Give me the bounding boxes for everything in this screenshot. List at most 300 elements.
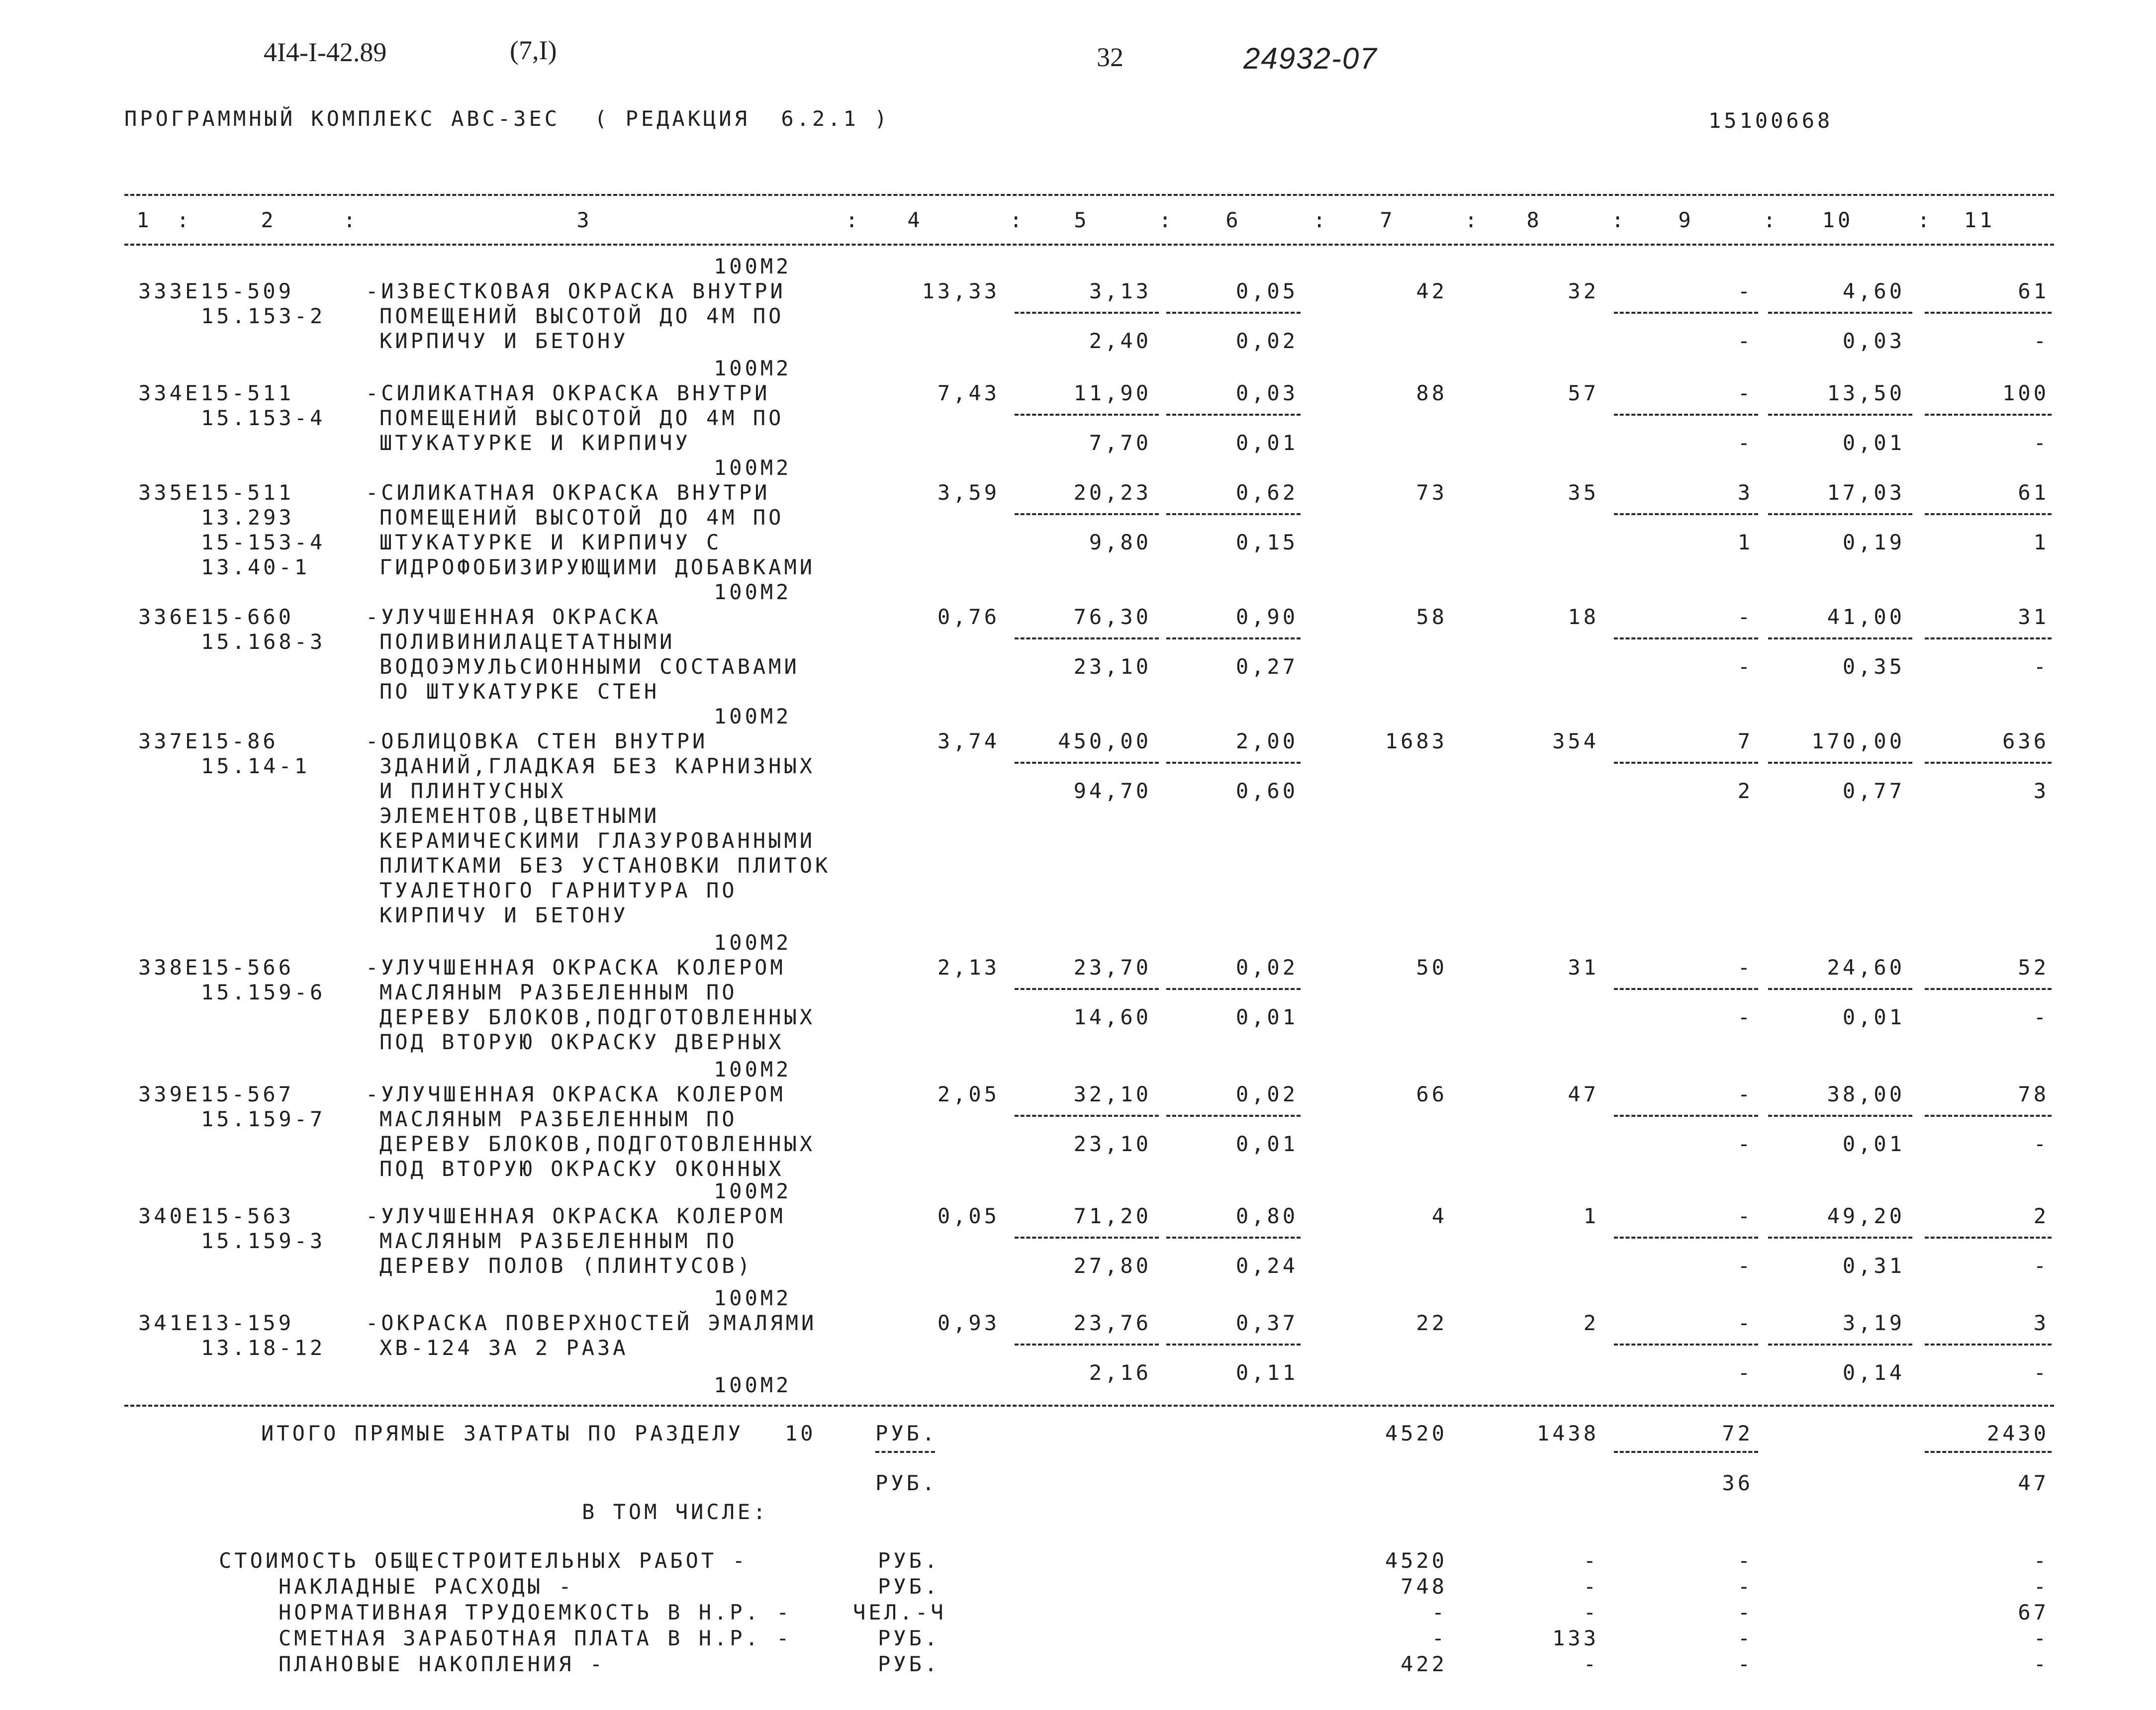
row-labor-total: 78 [2018, 1082, 2049, 1106]
album-number: (7,I) [510, 35, 557, 65]
summary-value-col9: - [1737, 1652, 1753, 1676]
row-rate-code: 15.159-3 [201, 1229, 326, 1253]
row-description-line: МАСЛЯНЫМ РАЗБЕЛЕННЫМ ПО [379, 1107, 738, 1131]
total-labor: 2430 [1986, 1421, 2049, 1445]
row-unit-cost-total: 20,23 [1073, 480, 1151, 505]
column-header-6: 6 [1225, 208, 1241, 232]
row-description-line: ХВ-124 ЗА 2 РАЗА [379, 1336, 629, 1360]
column-separator: : [1763, 208, 1779, 232]
row-rate-code: 15.153-2 [201, 304, 326, 328]
row-labor-total: 3 [2033, 1311, 2049, 1335]
row-rate-code: 15.159-7 [201, 1107, 326, 1131]
row-labor-total: 61 [2018, 279, 2049, 303]
row-split-rule [1614, 1115, 1758, 1117]
row-labor-unit: 38,00 [1827, 1082, 1905, 1106]
row-split-rule [1614, 1237, 1758, 1239]
row-split-rule [1166, 1115, 1301, 1117]
column-header-4: 4 [907, 208, 923, 232]
row-number: 338 [138, 955, 185, 980]
row-description-line: ДЕРЕВУ БЛОКОВ,ПОДГОТОВЛЕННЫХ [379, 1005, 816, 1029]
total-split-rule [1925, 1451, 2052, 1453]
column-header-10: 10 [1822, 208, 1854, 232]
row-machine-total: 7 [1737, 729, 1753, 753]
row-description-line: -УЛУЧШЕННАЯ ОКРАСКА КОЛЕРОМ [366, 1082, 786, 1106]
row-machine-wage-total: - [1737, 1254, 1753, 1278]
row-description-line: -УЛУЧШЕННАЯ ОКРАСКА [366, 605, 661, 629]
row-unit-wage: 9,80 [1089, 530, 1151, 554]
row-split-rule [1925, 1344, 2052, 1346]
row-description-line: ЭЛЕМЕНТОВ,ЦВЕТНЫМИ [379, 804, 660, 828]
row-unit-label: 100М2 [714, 1286, 792, 1310]
summary-unit: РУБ. [878, 1626, 940, 1650]
row-split-rule [1015, 988, 1159, 990]
column-separator: : [845, 208, 861, 232]
row-split-rule [1614, 513, 1758, 515]
row-labor-unit: 3,19 [1842, 1311, 1905, 1335]
row-description-line: ДЕРЕВУ БЛОКОВ,ПОДГОТОВЛЕННЫХ [379, 1132, 816, 1156]
row-number: 334 [138, 381, 185, 405]
row-unit-cost-total: 3,13 [1089, 279, 1151, 303]
column-header-2: 2 [261, 208, 277, 232]
row-description-line: -ОБЛИЦОВКА СТЕН ВНУТРИ [366, 729, 708, 753]
row-unit-wage: 23,10 [1073, 1132, 1151, 1156]
row-labor-machine-total: 3 [2033, 779, 2049, 803]
column-separator: : [1611, 208, 1627, 232]
row-description-line: -ИЗВЕСТКОВАЯ ОКРАСКА ВНУТРИ [366, 279, 786, 303]
row-wages-total: 47 [1568, 1082, 1599, 1106]
summary-value-col9: - [1737, 1626, 1753, 1650]
row-quantity: 2,05 [937, 1082, 1000, 1106]
row-unit-wage: 14,60 [1073, 1005, 1151, 1029]
row-unit-cost-total: 71,20 [1073, 1204, 1151, 1228]
row-quantity: 0,93 [937, 1311, 1000, 1335]
row-split-rule [1925, 1115, 2052, 1117]
row-wages-total: 1 [1583, 1204, 1599, 1228]
row-unit-machine-wage: 0,01 [1235, 431, 1298, 455]
totals-rule [124, 1405, 2054, 1407]
row-labor-total: 31 [2018, 605, 2049, 629]
page-number: 32 [1097, 42, 1124, 72]
program-revision: ( РЕДАКЦИЯ 6.2.1 ) [594, 106, 890, 131]
row-unit-label: 100М2 [714, 1179, 792, 1203]
row-description-line: ПЛИТКАМИ БЕЗ УСТАНОВКИ ПЛИТОК [379, 853, 831, 878]
row-machine-total: - [1737, 1082, 1753, 1106]
summary-value-col9: - [1737, 1574, 1753, 1599]
row-quantity: 3,74 [937, 729, 1000, 753]
column-separator: : [1159, 208, 1175, 232]
column-separator: : [1465, 208, 1481, 232]
row-description-line: ТУАЛЕТНОГО ГАРНИТУРА ПО [379, 878, 738, 902]
row-labor-unit: 49,20 [1827, 1204, 1905, 1228]
row-description-line: ЗДАНИЙ,ГЛАДКАЯ БЕЗ КАРНИЗНЫХ [379, 754, 816, 778]
row-unit-machine-cost: 0,03 [1235, 381, 1298, 405]
row-description-line: -СИЛИКАТНАЯ ОКРАСКА ВНУТРИ [366, 381, 770, 405]
including-label: В ТОМ ЧИСЛЕ: [582, 1500, 769, 1524]
row-number: 339 [138, 1082, 185, 1106]
row-labor-unit: 41,00 [1827, 605, 1905, 629]
row-labor-machine-unit: 0,14 [1842, 1360, 1905, 1385]
summary-value-col7: - [1431, 1600, 1447, 1624]
row-number: 336 [138, 605, 185, 629]
row-split-rule [1614, 312, 1758, 314]
row-labor-machine-unit: 0,01 [1842, 1005, 1905, 1029]
row-split-rule [1166, 513, 1301, 515]
row-labor-machine-unit: 0,35 [1842, 654, 1905, 679]
total-labor-machine: 47 [2018, 1471, 2049, 1495]
row-split-rule [1015, 513, 1159, 515]
row-split-rule [1768, 1237, 1912, 1239]
row-wages-total: 31 [1568, 955, 1599, 980]
column-header-9: 9 [1678, 208, 1694, 232]
total-split-rule [1614, 1451, 1758, 1453]
row-split-rule [1768, 513, 1912, 515]
row-unit-machine-cost: 0,37 [1235, 1311, 1298, 1335]
row-split-rule [1925, 513, 2052, 515]
row-machine-total: - [1737, 381, 1753, 405]
row-total-cost: 1683 [1385, 729, 1447, 753]
row-split-rule [1166, 1344, 1301, 1346]
row-split-rule [1768, 1115, 1912, 1117]
summary-value-col8: - [1583, 1548, 1599, 1573]
row-labor-total: 100 [2002, 381, 2049, 405]
row-split-rule [1166, 637, 1301, 639]
row-description-line: МАСЛЯНЫМ РАЗБЕЛЕННЫМ ПО [379, 980, 738, 1004]
row-number: 335 [138, 480, 185, 505]
row-rate-code: 13.18-12 [201, 1336, 326, 1360]
row-machine-wage-total: - [1737, 329, 1753, 353]
summary-value-col9: - [1737, 1548, 1753, 1573]
row-labor-total: 61 [2018, 480, 2049, 505]
summary-value-col11: - [2033, 1652, 2049, 1676]
row-number: 340 [138, 1204, 185, 1228]
row-description-line: ПОМЕЩЕНИЙ ВЫСОТОЙ ДО 4М ПО [379, 406, 784, 430]
row-total-cost: 58 [1416, 605, 1447, 629]
row-description-line: МАСЛЯНЫМ РАЗБЕЛЕННЫМ ПО [379, 1229, 738, 1253]
row-total-cost: 88 [1416, 381, 1447, 405]
column-separator: : [343, 208, 359, 232]
column-separator: : [177, 208, 192, 232]
row-split-rule [1614, 762, 1758, 764]
summary-value-col11: - [2033, 1626, 2049, 1650]
summary-unit: РУБ. [878, 1548, 940, 1573]
row-machine-wage-total: - [1737, 1360, 1753, 1385]
summary-value-col7: 748 [1401, 1574, 1447, 1599]
row-split-rule [1015, 637, 1159, 639]
summary-unit: ЧЕЛ.-Ч [853, 1600, 946, 1624]
row-unit-cost-total: 76,30 [1073, 605, 1151, 629]
summary-label: ПЛАНОВЫЕ НАКОПЛЕНИЯ - [279, 1652, 606, 1676]
row-machine-total: 3 [1737, 480, 1753, 505]
row-unit-machine-cost: 2,00 [1235, 729, 1298, 753]
total-section-number: 10 [785, 1421, 816, 1445]
total-machine-wage: 36 [1722, 1471, 1753, 1495]
row-unit-label: 100М2 [714, 455, 792, 480]
row-split-rule [1925, 312, 2052, 314]
row-split-rule [1015, 312, 1159, 314]
row-total-cost: 50 [1416, 955, 1447, 980]
row-split-rule [1015, 762, 1159, 764]
archive-number: 24932-07 [1243, 42, 1378, 75]
row-split-rule [1614, 637, 1758, 639]
row-labor-unit: 13,50 [1827, 381, 1905, 405]
row-unit-cost-total: 450,00 [1058, 729, 1151, 753]
row-labor-machine-total: - [2033, 1005, 2049, 1029]
row-labor-machine-total: - [2033, 654, 2049, 679]
row-split-rule [1166, 988, 1301, 990]
row-rate-code: 15.168-3 [201, 630, 326, 654]
row-split-rule [1768, 312, 1912, 314]
row-total-cost: 22 [1416, 1311, 1447, 1335]
row-number: 341 [138, 1311, 185, 1335]
row-unit-machine-wage: 0,11 [1235, 1360, 1298, 1385]
row-description-line: ПОМЕЩЕНИЙ ВЫСОТОЙ ДО 4М ПО [379, 505, 784, 530]
row-unit-wage: 23,10 [1073, 654, 1151, 679]
row-unit-machine-wage: 0,24 [1235, 1254, 1298, 1278]
row-description-line: ШТУКАТУРКЕ И КИРПИЧУ С [379, 530, 722, 554]
row-rate-code: Е15-566 [185, 955, 294, 980]
row-machine-wage-total: 2 [1737, 779, 1753, 803]
row-rate-code: Е15-660 [185, 605, 294, 629]
row-unit-machine-wage: 0,02 [1235, 329, 1298, 353]
row-unit-label: 100М2 [714, 1373, 792, 1397]
total-cost: 4520 [1385, 1421, 1447, 1445]
row-total-cost: 4 [1431, 1204, 1447, 1228]
row-split-rule [1925, 988, 2052, 990]
row-split-rule [1768, 988, 1912, 990]
row-description-line: ГИДРОФОБИЗИРУЮЩИМИ ДОБАВКАМИ [379, 555, 816, 579]
row-quantity: 0,05 [937, 1204, 1000, 1228]
row-rate-code: 13.40-1 [201, 555, 310, 579]
row-unit-cost-total: 11,90 [1073, 381, 1151, 405]
row-number: 333 [138, 279, 185, 303]
total-label: ИТОГО ПРЯМЫЕ ЗАТРАТЫ ПО РАЗДЕЛУ [261, 1421, 744, 1445]
row-labor-unit: 24,60 [1827, 955, 1905, 980]
row-split-rule [1015, 414, 1159, 416]
row-unit-cost-total: 23,70 [1073, 955, 1151, 980]
row-description-line: -СИЛИКАТНАЯ ОКРАСКА ВНУТРИ [366, 480, 770, 505]
row-unit-label: 100М2 [714, 254, 792, 278]
column-separator: : [1010, 208, 1026, 232]
row-description-line: ПОД ВТОРУЮ ОКРАСКУ ОКОННЫХ [379, 1157, 784, 1181]
total-unit-upper: РУБ. [875, 1421, 938, 1445]
row-labor-machine-unit: 0,01 [1842, 1132, 1905, 1156]
row-rate-code: 15.153-4 [201, 406, 326, 430]
row-split-rule [1166, 1237, 1301, 1239]
row-unit-cost-total: 23,76 [1073, 1311, 1151, 1335]
summary-value-col7: 422 [1401, 1652, 1447, 1676]
summary-value-col7: 4520 [1385, 1548, 1447, 1573]
row-description-line: ПО ШТУКАТУРКЕ СТЕН [379, 679, 660, 704]
summary-value-col8: - [1583, 1652, 1599, 1676]
row-labor-machine-total: 1 [2033, 530, 2049, 554]
column-header-7: 7 [1380, 208, 1396, 232]
row-wages-total: 354 [1552, 729, 1599, 753]
row-unit-label: 100М2 [714, 930, 792, 955]
row-total-cost: 73 [1416, 480, 1447, 505]
program-code: 15100668 [1708, 108, 1833, 133]
row-machine-total: - [1737, 955, 1753, 980]
row-unit-label: 100М2 [714, 704, 792, 728]
row-labor-machine-total: - [2033, 329, 2049, 353]
column-separator: : [1313, 208, 1329, 232]
row-machine-total: - [1737, 1311, 1753, 1335]
row-wages-total: 32 [1568, 279, 1599, 303]
row-labor-machine-unit: 0,03 [1842, 329, 1905, 353]
row-machine-wage-total: - [1737, 1132, 1753, 1156]
row-split-rule [1768, 1344, 1912, 1346]
summary-value-col11: - [2033, 1548, 2049, 1573]
row-machine-total: - [1737, 279, 1753, 303]
row-labor-machine-unit: 0,31 [1842, 1254, 1905, 1278]
row-description-line: КИРПИЧУ И БЕТОНУ [379, 903, 629, 927]
row-machine-total: - [1737, 1204, 1753, 1228]
row-labor-machine-total: - [2033, 1360, 2049, 1385]
row-labor-machine-unit: 0,01 [1842, 431, 1905, 455]
row-split-rule [1614, 988, 1758, 990]
summary-unit: РУБ. [878, 1652, 940, 1676]
row-unit-wage: 94,70 [1073, 779, 1151, 803]
row-split-rule [1015, 1115, 1159, 1117]
row-unit-wage: 7,70 [1089, 431, 1151, 455]
row-description-line: ПОЛИВИНИЛАЦЕТАТНЫМИ [379, 630, 675, 654]
row-labor-total: 52 [2018, 955, 2049, 980]
row-description-line: -УЛУЧШЕННАЯ ОКРАСКА КОЛЕРОМ [366, 955, 786, 980]
column-separator: : [1917, 208, 1933, 232]
row-labor-machine-unit: 0,77 [1842, 779, 1905, 803]
row-unit-machine-cost: 0,62 [1235, 480, 1298, 505]
row-description-line: КЕРАМИЧЕСКИМИ ГЛАЗУРОВАННЫМИ [379, 828, 816, 853]
row-split-rule [1614, 414, 1758, 416]
row-split-rule [1614, 1344, 1758, 1346]
row-unit-wage: 2,40 [1089, 329, 1151, 353]
row-unit-cost-total: 32,10 [1073, 1082, 1151, 1106]
row-split-rule [1925, 762, 2052, 764]
row-labor-total: 2 [2033, 1204, 2049, 1228]
row-description-line: И ПЛИНТУСНЫХ [379, 779, 566, 803]
row-description-line: ДЕРЕВУ ПОЛОВ (ПЛИНТУСОВ) [379, 1254, 753, 1278]
row-quantity: 7,43 [937, 381, 1000, 405]
row-rate-code: 15-153-4 [201, 530, 326, 554]
row-labor-unit: 4,60 [1842, 279, 1905, 303]
row-labor-unit: 170,00 [1811, 729, 1905, 753]
row-unit-machine-cost: 0,90 [1235, 605, 1298, 629]
row-unit-machine-cost: 0,02 [1235, 955, 1298, 980]
row-split-rule [1925, 414, 2052, 416]
summary-value-col8: - [1583, 1574, 1599, 1599]
row-unit-machine-cost: 0,02 [1235, 1082, 1298, 1106]
header-top-rule [124, 194, 2054, 196]
row-quantity: 2,13 [937, 955, 1000, 980]
row-unit-machine-wage: 0,01 [1235, 1132, 1298, 1156]
summary-value-col11: 67 [2018, 1600, 2049, 1624]
row-labor-machine-unit: 0,19 [1842, 530, 1905, 554]
row-number: 337 [138, 729, 185, 753]
row-unit-machine-wage: 0,60 [1235, 779, 1298, 803]
summary-label: СТОИМОСТЬ ОБЩЕСТРОИТЕЛЬНЫХ РАБОТ - [219, 1548, 748, 1573]
row-description-line: ПОД ВТОРУЮ ОКРАСКУ ДВЕРНЫХ [379, 1030, 784, 1054]
column-header-5: 5 [1074, 208, 1090, 232]
total-unit-split-rule [875, 1451, 935, 1453]
column-header-3: 3 [576, 208, 592, 232]
total-wages: 1438 [1536, 1421, 1599, 1445]
summary-label: СМЕТНАЯ ЗАРАБОТНАЯ ПЛАТА В Н.Р. - [279, 1626, 792, 1650]
total-machine: 72 [1722, 1421, 1753, 1445]
row-description-line: ШТУКАТУРКЕ И КИРПИЧУ [379, 431, 691, 455]
row-split-rule [1166, 762, 1301, 764]
row-rate-code: Е15-567 [185, 1082, 294, 1106]
row-quantity: 13,33 [922, 279, 1000, 303]
row-rate-code: 15.159-6 [201, 980, 326, 1004]
program-title: ПРОГРАММНЫЙ КОМПЛЕКС АВС-3ЕС [124, 106, 561, 131]
row-machine-wage-total: - [1737, 654, 1753, 679]
summary-value-col7: - [1431, 1626, 1447, 1650]
row-split-rule [1015, 1344, 1159, 1346]
row-unit-label: 100М2 [714, 356, 792, 380]
row-quantity: 0,76 [937, 605, 1000, 629]
summary-unit: РУБ. [878, 1574, 940, 1599]
row-total-cost: 66 [1416, 1082, 1447, 1106]
row-unit-label: 100М2 [714, 580, 792, 604]
row-description-line: ПОМЕЩЕНИЙ ВЫСОТОЙ ДО 4М ПО [379, 304, 784, 328]
row-unit-machine-wage: 0,01 [1235, 1005, 1298, 1029]
row-machine-wage-total: - [1737, 431, 1753, 455]
row-total-cost: 42 [1416, 279, 1447, 303]
total-unit-lower: РУБ. [875, 1471, 938, 1495]
row-labor-machine-total: - [2033, 1132, 2049, 1156]
column-header-8: 8 [1526, 208, 1542, 232]
row-rate-code: Е15-511 [185, 381, 294, 405]
row-labor-machine-total: - [2033, 1254, 2049, 1278]
row-description-line: КИРПИЧУ И БЕТОНУ [379, 329, 629, 353]
summary-value-col8: - [1583, 1600, 1599, 1624]
row-unit-machine-cost: 0,05 [1235, 279, 1298, 303]
header-bottom-rule [124, 244, 2054, 246]
row-unit-wage: 27,80 [1073, 1254, 1151, 1278]
summary-value-col8: 133 [1552, 1626, 1599, 1650]
row-unit-machine-wage: 0,15 [1235, 530, 1298, 554]
row-rate-code: Е15-511 [185, 480, 294, 505]
row-rate-code: 15.14-1 [201, 754, 310, 778]
row-machine-wage-total: - [1737, 1005, 1753, 1029]
row-description-line: -ОКРАСКА ПОВЕРХНОСТЕЙ ЭМАЛЯМИ [366, 1311, 817, 1335]
row-labor-unit: 17,03 [1827, 480, 1905, 505]
row-split-rule [1015, 1237, 1159, 1239]
row-rate-code: Е15-86 [185, 729, 279, 753]
row-unit-machine-cost: 0,80 [1235, 1204, 1298, 1228]
row-wages-total: 35 [1568, 480, 1599, 505]
row-rate-code: 13.293 [201, 505, 294, 530]
row-unit-machine-wage: 0,27 [1235, 654, 1298, 679]
row-description-line: -УЛУЧШЕННАЯ ОКРАСКА КОЛЕРОМ [366, 1204, 786, 1228]
row-split-rule [1166, 312, 1301, 314]
row-labor-machine-total: - [2033, 431, 2049, 455]
row-machine-wage-total: 1 [1737, 530, 1753, 554]
row-unit-label: 100М2 [714, 1057, 792, 1081]
row-quantity: 3,59 [937, 480, 1000, 505]
row-rate-code: Е13-159 [185, 1311, 294, 1335]
summary-label: НОРМАТИВНАЯ ТРУДОЕМКОСТЬ В Н.Р. - [279, 1600, 792, 1624]
row-split-rule [1166, 414, 1301, 416]
row-rate-code: Е15-563 [185, 1204, 294, 1228]
column-header-1: 1 [136, 208, 152, 232]
doc-number: 4I4-I-42.89 [264, 37, 387, 67]
row-rate-code: Е15-509 [185, 279, 294, 303]
row-split-rule [1768, 762, 1912, 764]
row-description-line: ВОДОЭМУЛЬСИОННЫМИ СОСТАВАМИ [379, 654, 800, 679]
row-split-rule [1925, 637, 2052, 639]
row-unit-wage: 2,16 [1089, 1360, 1151, 1385]
summary-value-col11: - [2033, 1574, 2049, 1599]
